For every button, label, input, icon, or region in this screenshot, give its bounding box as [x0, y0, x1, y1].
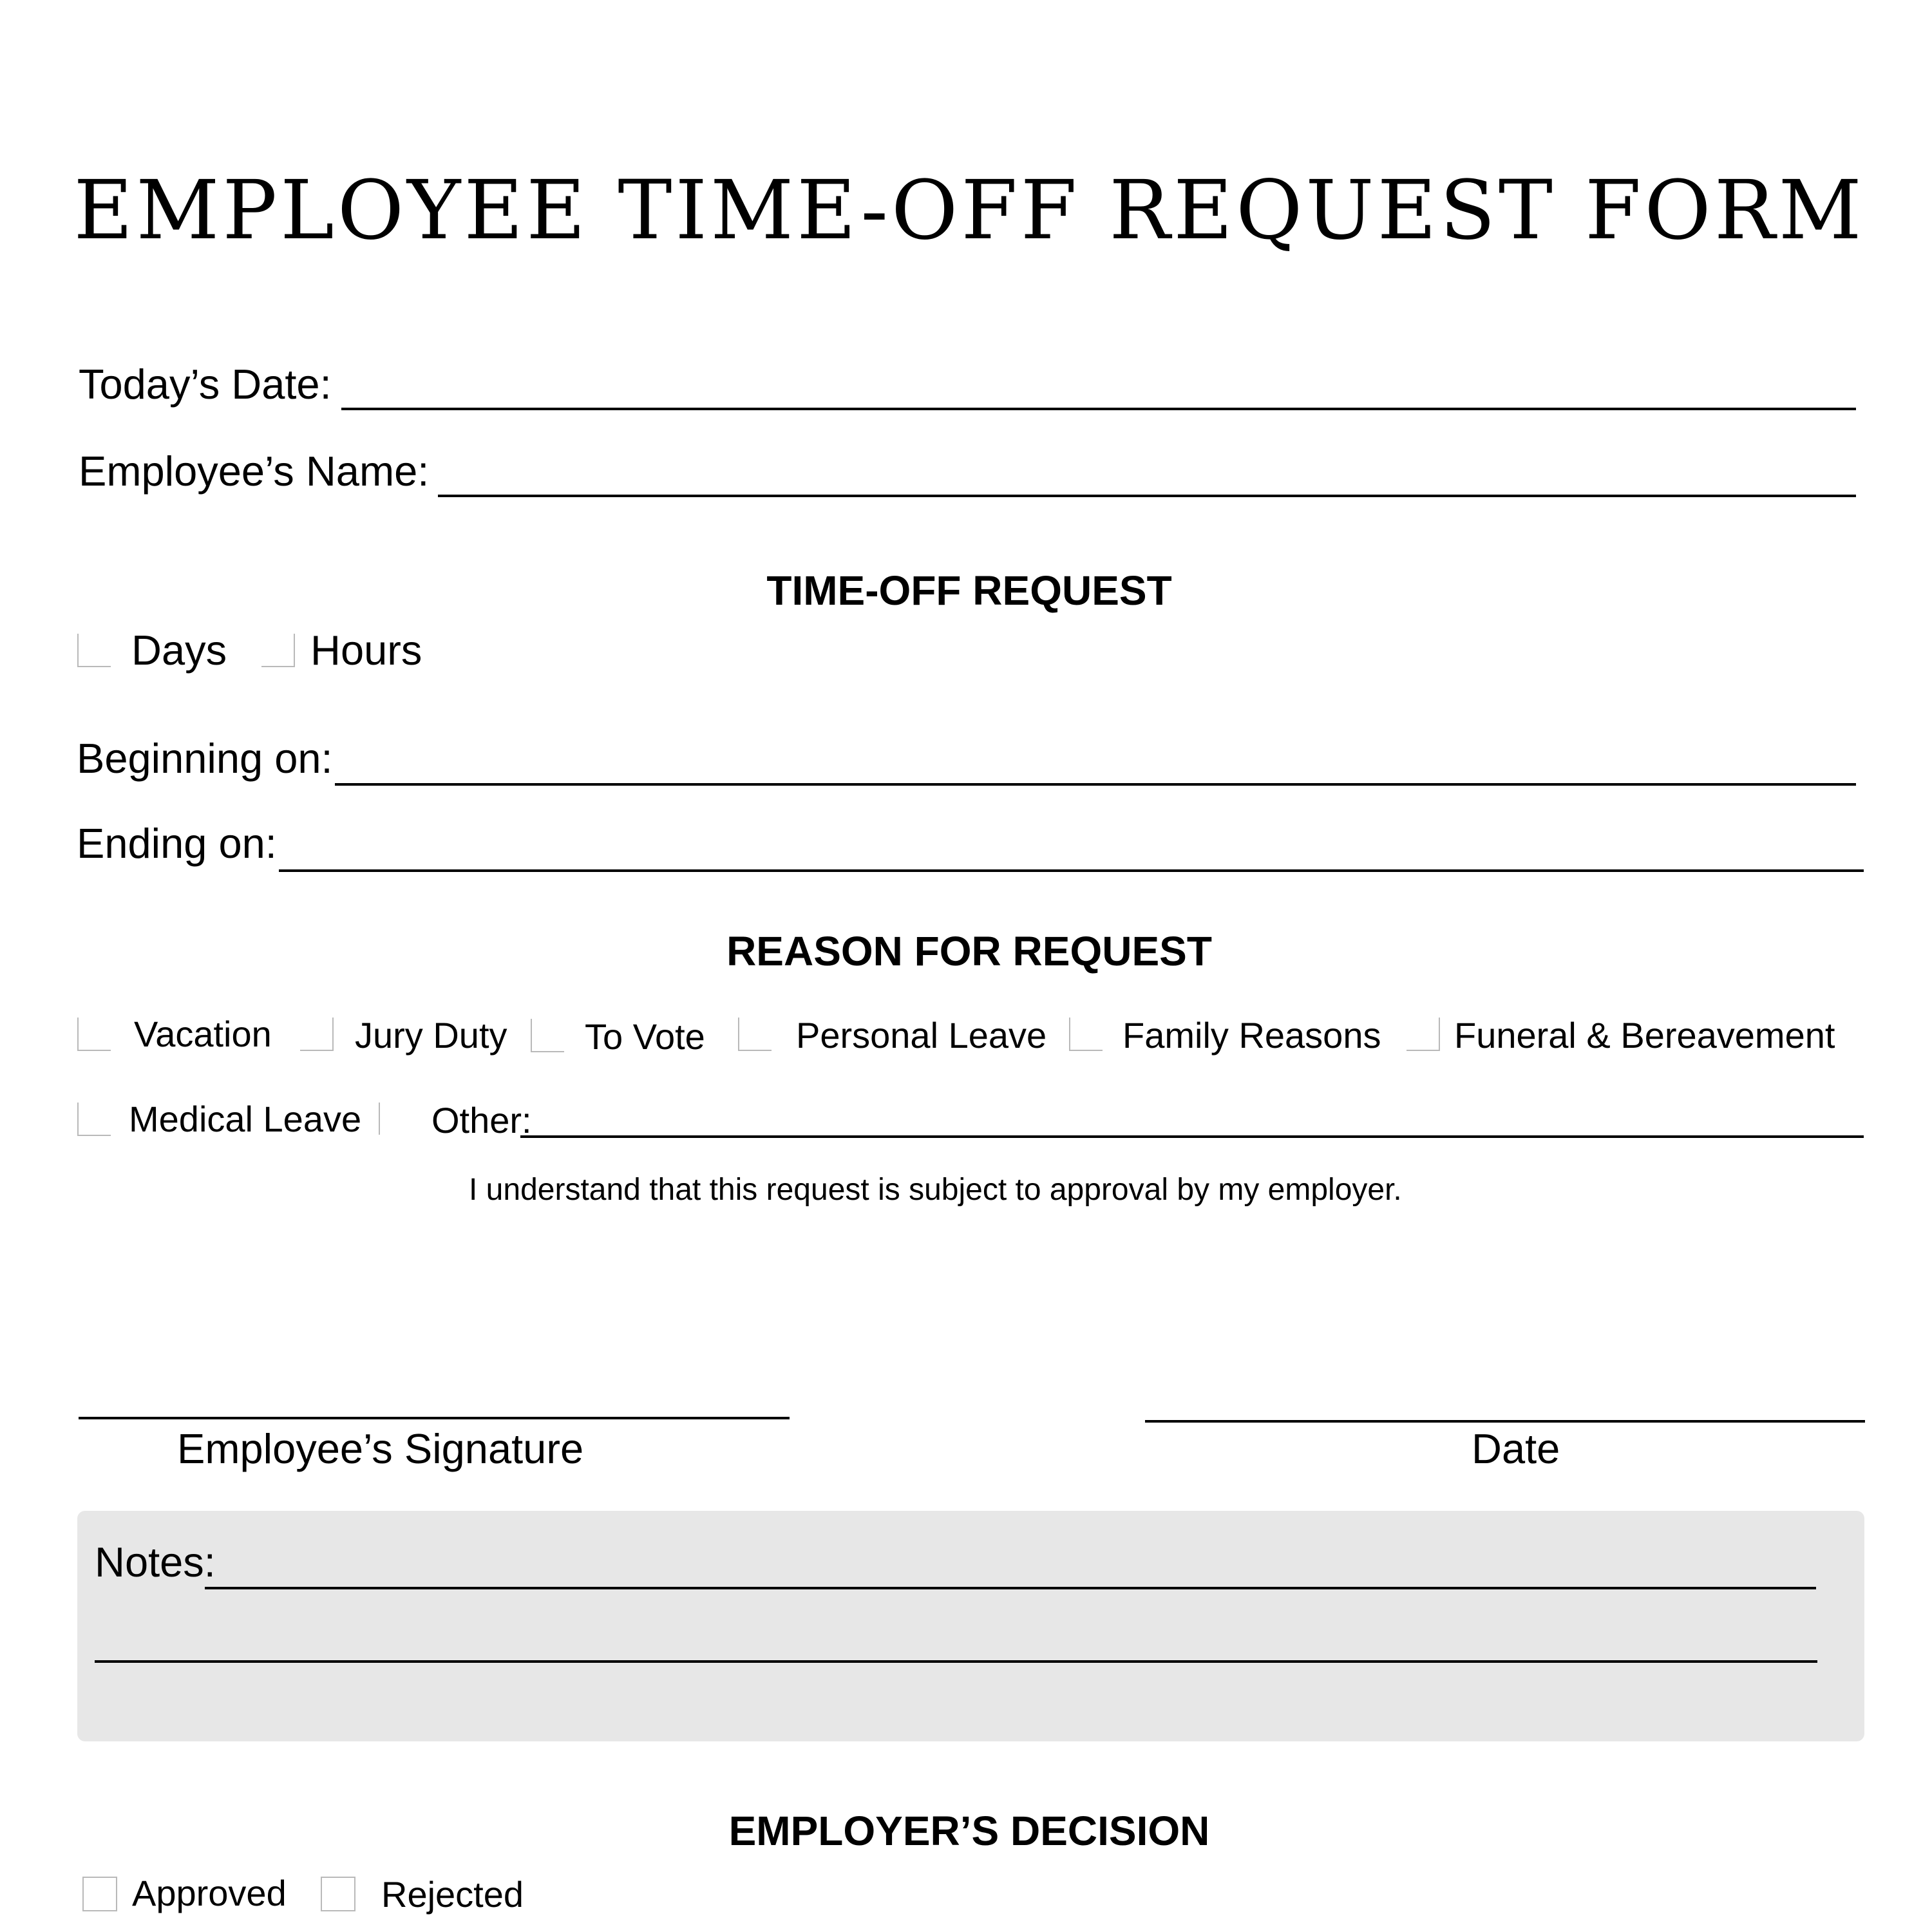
employers-decision-heading: EMPLOYER’S DECISION	[728, 1808, 1210, 1854]
notes-box	[77, 1511, 1864, 1741]
employee-signature-line[interactable]	[79, 1417, 790, 1419]
acknowledgement-text: I understand that this request is subject to approval by my employer.	[469, 1173, 1402, 1207]
personal-leave-label: Personal Leave	[796, 1015, 1047, 1056]
hours-label: Hours	[310, 627, 422, 674]
medical-leave-checkbox[interactable]	[77, 1103, 111, 1136]
notes-line-2[interactable]	[95, 1660, 1817, 1663]
rejected-checkbox[interactable]	[321, 1877, 355, 1911]
todays-date-line[interactable]	[341, 408, 1856, 410]
funeral-bereavement-checkbox[interactable]	[1406, 1018, 1440, 1051]
days-label: Days	[131, 627, 227, 674]
medical-leave-label: Medical Leave	[129, 1099, 362, 1139]
days-checkbox[interactable]	[77, 634, 111, 667]
jury-duty-checkbox[interactable]	[300, 1018, 334, 1051]
beginning-on-label: Beginning on:	[77, 735, 333, 782]
vacation-checkbox[interactable]	[77, 1018, 111, 1051]
to-vote-label: To Vote	[585, 1016, 705, 1057]
reason-for-request-heading: REASON FOR REQUEST	[726, 928, 1212, 974]
notes-line-1[interactable]	[205, 1587, 1816, 1589]
approved-label: Approved	[132, 1873, 287, 1913]
employee-signature-label: Employee’s Signature	[177, 1425, 584, 1472]
signature-date-label: Date	[1472, 1425, 1560, 1472]
hours-checkbox[interactable]	[261, 634, 295, 667]
time-off-request-heading: TIME-OFF REQUEST	[766, 567, 1172, 614]
notes-label: Notes:	[95, 1539, 216, 1586]
jury-duty-label: Jury Duty	[355, 1015, 507, 1056]
employee-name-label: Employee’s Name:	[79, 448, 430, 495]
other-label: Other:	[431, 1100, 532, 1141]
todays-date-label: Today’s Date:	[79, 361, 332, 408]
other-line[interactable]	[520, 1135, 1864, 1138]
to-vote-checkbox[interactable]	[531, 1019, 564, 1052]
family-reasons-label: Family Reasons	[1122, 1015, 1381, 1056]
ending-on-line[interactable]	[279, 869, 1864, 872]
approved-checkbox[interactable]	[82, 1877, 117, 1911]
ending-on-label: Ending on:	[77, 820, 277, 867]
form-title: EMPLOYEE TIME-OFF REQUEST FORM	[73, 163, 1865, 258]
funeral-bereavement-label: Funeral & Bereavement	[1454, 1015, 1835, 1056]
beginning-on-line[interactable]	[335, 783, 1856, 786]
personal-leave-checkbox[interactable]	[738, 1018, 772, 1051]
other-checkbox[interactable]	[379, 1103, 380, 1135]
vacation-label: Vacation	[134, 1014, 272, 1054]
signature-date-line[interactable]	[1145, 1420, 1865, 1423]
employee-name-line[interactable]	[438, 495, 1856, 497]
family-reasons-checkbox[interactable]	[1069, 1018, 1103, 1051]
rejected-label: Rejected	[381, 1874, 524, 1915]
